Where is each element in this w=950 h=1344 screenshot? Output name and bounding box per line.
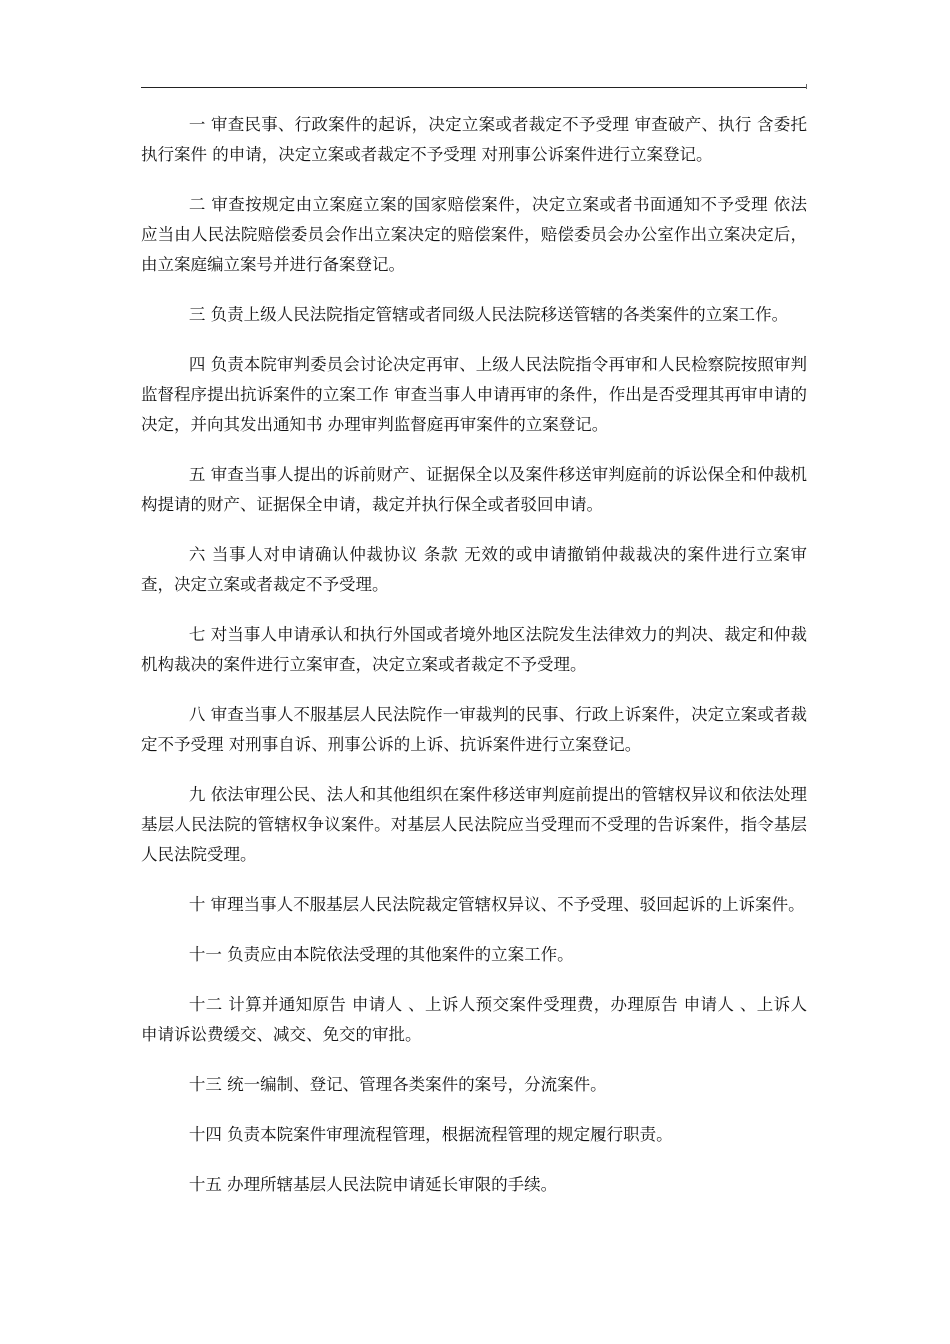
paragraph-11: 十一 负责应由本院依法受理的其他案件的立案工作。	[188, 945, 574, 964]
paragraph-14: 十四 负责本院案件审理流程管理，根据流程管理的规定履行职责。	[188, 1125, 673, 1144]
paragraph-12: 十二 计算并通知原告 申请人 、上诉人预交案件受理费，办理原告 申请人 、上诉人申请诉讼费缓交、减交、免交的审批。	[141, 995, 807, 1044]
paragraph-15: 十五 办理所辖基层人民法院申请延长审限的手续。	[188, 1175, 558, 1194]
paragraph-8: 八 审查当事人不服基层人民法院作一审裁判的民事、行政上诉案件，决定立案或者裁定不予受理 对刑事自诉、刑事公诉的上诉、抗诉案件进行立案登记。	[141, 705, 807, 754]
document-body	[141, 110, 807, 1220]
paragraph-9: 九 依法审理公民、法人和其他组织在案件移送审判庭前提出的管辖权异议和依法处理基层人民法院的管辖权争议案件。对基层人民法院应当受理而不受理的告诉案件，指令基层人民法院受理。	[141, 785, 807, 864]
header-rule-tick	[806, 84, 807, 89]
paragraph-6: 六 当事人对申请确认仲裁协议 条款 无效的或申请撤销仲裁裁决的案件进行立案审查，决定立案或者裁定不予受理。	[141, 545, 807, 594]
paragraph-10: 十 审理当事人不服基层人民法院裁定管辖权异议、不予受理、驳回起诉的上诉案件。	[188, 895, 805, 914]
paragraph-4: 四 负责本院审判委员会讨论决定再审、上级人民法院指令再审和人民检察院按照审判监督程序提出抗诉案件的立案工作 审查当事人申请再审的条件，作出是否受理其再审申请的决定，并向其发出通知书 办理审判监督庭再审案件的立案登记。	[141, 355, 807, 434]
paragraph-7: 七 对当事人申请承认和执行外国或者境外地区法院发生法律效力的判决、裁定和仲裁机构裁决的案件进行立案审查，决定立案或者裁定不予受理。	[141, 625, 807, 674]
paragraph-3: 三 负责上级人民法院指定管辖或者同级人民法院移送管辖的各类案件的立案工作。	[188, 305, 789, 324]
header-rule	[141, 87, 807, 88]
paragraph-2: 二 审查按规定由立案庭立案的国家赔偿案件，决定立案或者书面通知不予受理 依法应当由人民法院赔偿委员会作出立案决定的赔偿案件，赔偿委员会办公室作出立案决定后，由立案庭编立案号并进行备案登记。	[141, 195, 807, 274]
paragraph-13: 十三 统一编制、登记、管理各类案件的案号，分流案件。	[188, 1075, 607, 1094]
paragraph-5: 五 审查当事人提出的诉前财产、证据保全以及案件移送审判庭前的诉讼保全和仲裁机构提请的财产、证据保全申请，裁定并执行保全或者驳回申请。	[141, 465, 807, 514]
paragraph-1: 一 审查民事、行政案件的起诉，决定立案或者裁定不予受理 审查破产、执行 含委托执行案件 的申请，决定立案或者裁定不予受理 对刑事公诉案件进行立案登记。	[141, 115, 807, 164]
